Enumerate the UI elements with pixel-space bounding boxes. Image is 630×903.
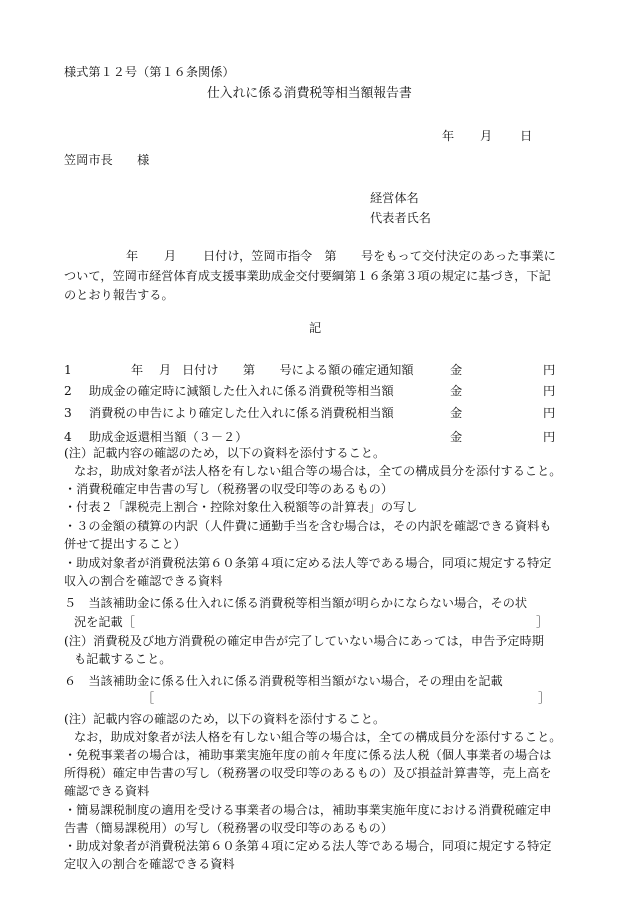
en-label: 円 xyxy=(543,363,556,377)
note-b-6: ・簡易課税制度の適用を受ける事業者の場合は，補助事業実施年度における消費税確定申 xyxy=(64,803,552,817)
kin-label: 金 xyxy=(450,384,463,398)
business-name-label: 経営体名 xyxy=(370,191,419,205)
note-b-2: なお，助成対象者が法人格を有しない組合等の場合は，全ての構成員分を添付すること。 xyxy=(74,730,562,744)
note-b-3: ・免税事業者の場合は，補助事業実施年度の前々年度に係る法人税（個人事業者の場合は xyxy=(64,748,552,762)
en-label: 円 xyxy=(543,430,556,444)
en-label: 円 xyxy=(543,406,556,420)
item-text: 助成金の確定時に減額した仕入れに係る消費税等相当額 xyxy=(89,384,394,398)
item-5-note-2: も記載すること。 xyxy=(74,652,172,666)
item-number: 1 xyxy=(64,363,72,377)
date-day-label: 日 xyxy=(520,129,533,143)
body-line-3: のとおり報告する。 xyxy=(64,288,174,302)
note-a-1: (注）記載内容の確認のため，以下の資料を添付すること。 xyxy=(64,446,386,460)
date-year-label: 年 xyxy=(442,129,455,143)
representative-name-label: 代表者氏名 xyxy=(370,211,431,225)
note-a-6: 併せて提出すること） xyxy=(64,537,186,551)
note-b-7: 告書（簡易課税用）の写し（税務署の収受印等のあるもの） xyxy=(64,821,394,835)
body-year: 年 xyxy=(126,249,139,263)
item-text: 助成金返還相当額（３－２） xyxy=(89,430,248,444)
date-month-label: 月 xyxy=(480,129,493,143)
en-label: 円 xyxy=(543,384,556,398)
item-6-bracket-open: ［ xyxy=(142,691,155,705)
note-a-7: ・助成対象者が消費税法第６０条第４項に定める法人等である場合，同項に規定する特定 xyxy=(64,556,552,570)
note-b-8: ・助成対象者が消費税法第６０条第４項に定める法人等である場合，同項に規定する特定 xyxy=(64,839,552,853)
item-6-line-1: ６ 当該補助金に係る仕入れに係る消費税等相当額がない場合，その理由を記載 xyxy=(64,674,503,688)
form-number: 様式第１２号（第１６条関係） xyxy=(64,65,235,79)
addressee: 笠岡市長 様 xyxy=(64,153,150,167)
document-title: 仕入れに係る消費税等相当額報告書 xyxy=(207,86,412,101)
ki-heading: 記 xyxy=(309,321,322,335)
item-5-line-2: 況を記載［ xyxy=(74,615,135,629)
item-year: 年 xyxy=(131,363,144,377)
body-line-2: ついて，笠岡市経営体育成支援事業助成金交付要綱第１６条第３項の規定に基づき，下記 xyxy=(64,269,551,283)
item-6-bracket-close: ］ xyxy=(538,691,551,705)
note-b-5: 確認できる資料 xyxy=(64,784,150,798)
kin-label: 金 xyxy=(450,406,463,420)
note-a-3: ・消費税確定申告書の写し（税務署の収受印等のあるもの） xyxy=(64,482,394,496)
item-month: 月 xyxy=(159,363,172,377)
body-month: 月 xyxy=(164,249,177,263)
kin-label: 金 xyxy=(450,363,463,377)
note-a-8: 収入の割合を確認できる資料 xyxy=(64,574,223,588)
note-b-9: 定収入の割合を確認できる資料 xyxy=(64,857,235,871)
item-number: 2 xyxy=(64,384,72,398)
kin-label: 金 xyxy=(450,430,463,444)
note-a-4: ・付表２「課税売上割合・控除対象仕入税額等の計算表」の写し xyxy=(64,500,418,514)
note-a-2: なお，助成対象者が法人格を有しない組合等の場合は，全ての構成員分を添付すること。 xyxy=(74,464,562,478)
item-5-note-1: (注）消費税及び地方消費税の確定申告が完了していない場合にあっては，申告予定時期 xyxy=(64,634,544,648)
item-text: 日付け 第 号による額の確定通知額 xyxy=(182,363,414,377)
item-text: 消費税の申告により確定した仕入れに係る消費税相当額 xyxy=(89,406,394,420)
body-line-1: 日付け，笠岡市指令 第 号をもって交付決定のあった事業に xyxy=(203,249,556,263)
item-5-bracket-close: ］ xyxy=(536,615,549,629)
item-number: 3 xyxy=(64,406,72,420)
note-a-5: ・３の金額の積算の内訳（人件費に通勤手当を含む場合は，その内訳を確認できる資料も xyxy=(64,519,552,533)
note-b-4: 所得税）確定申告書の写し（税務署の収受印等のあるもの）及び損益計算書等，売上高を xyxy=(64,766,552,780)
item-number: 4 xyxy=(64,430,72,444)
item-5-line-1: ５ 当該補助金に係る仕入れに係る消費税等相当額が明らかにならない場合，その状 xyxy=(64,596,528,610)
note-b-1: (注）記載内容の確認のため，以下の資料を添付すること。 xyxy=(64,712,386,726)
